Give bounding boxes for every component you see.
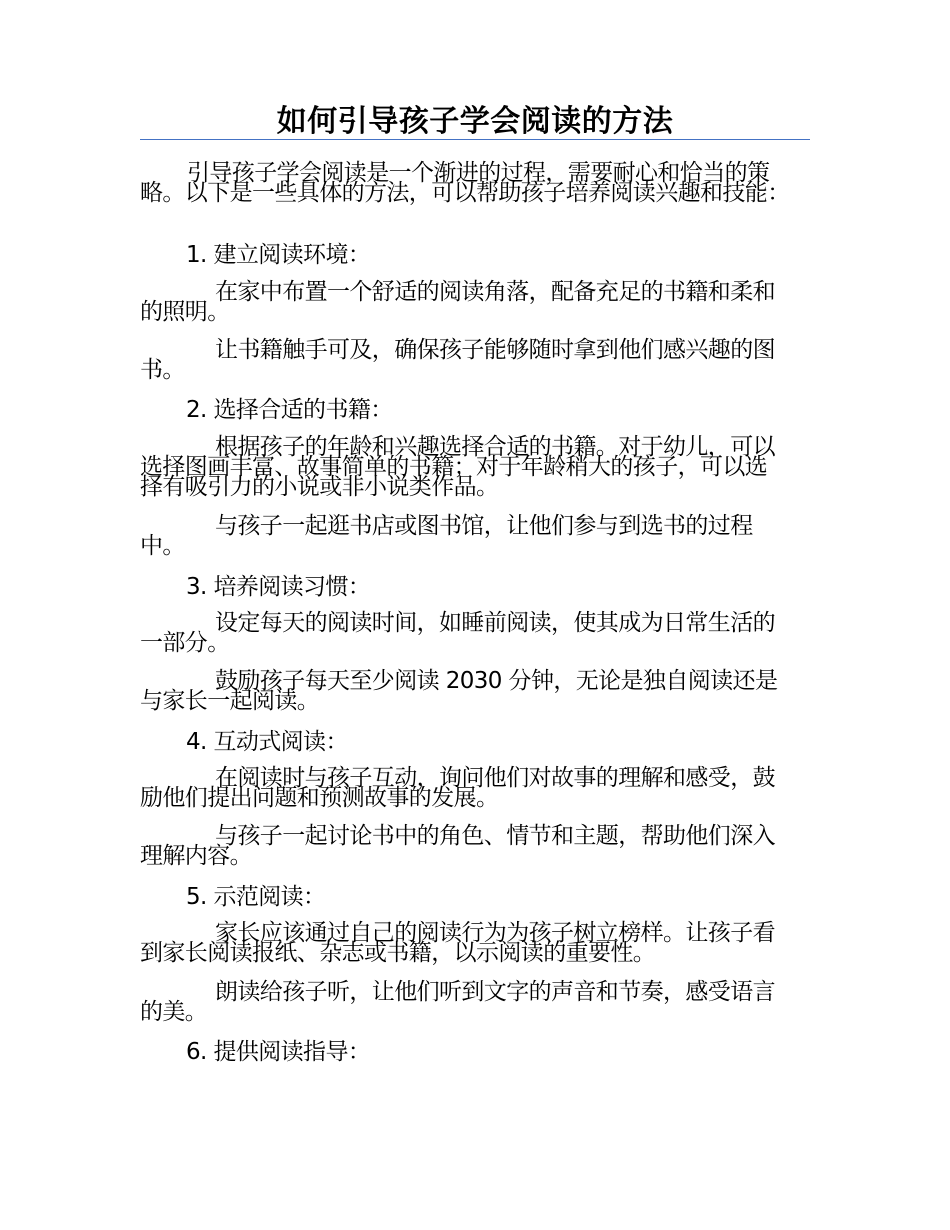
section-heading-4: 4. 互动式阅读：	[186, 729, 348, 755]
section-heading-3: 3. 培养阅读习惯：	[186, 574, 371, 600]
section-4-item-2: 与孩子一起讨论书中的角色、情节和主题，帮助他们深入理解内容。	[140, 823, 776, 869]
document-title: 如何引导孩子学会阅读的方法	[276, 104, 674, 139]
section-1-item-1: 在家中布置一个舒适的阅读角落，配备充足的书籍和柔和的照明。	[140, 279, 776, 325]
title-underline	[140, 139, 810, 140]
section-heading-1: 1. 建立阅读环境：	[186, 242, 371, 268]
section-3-item-1: 设定每天的阅读时间，如睡前阅读，使其成为日常生活的一部分。	[140, 610, 776, 656]
section-5-item-1: 家长应该通过自己的阅读行为为孩子树立榜样。让孩子看到家长阅读报纸、杂志或书籍，以示阅读的重要性。	[140, 920, 776, 966]
section-3-item-2: 鼓励孩子每天至少阅读 2030 分钟，无论是独自阅读还是与家长一起阅读。	[140, 668, 778, 714]
section-2-item-1: 根据孩子的年龄和兴趣选择合适的书籍。对于幼儿，可以选择图画丰富、故事简单的书籍；对于年龄稍大的孩子，可以选择有吸引力的小说或非小说类作品。	[140, 434, 776, 500]
section-heading-5: 5. 示范阅读：	[186, 884, 326, 910]
section-1-item-2: 让书籍触手可及，确保孩子能够随时拿到他们感兴趣的图书。	[140, 337, 776, 383]
section-5-item-2: 朗读给孩子听，让他们听到文字的声音和节奏，感受语言的美。	[140, 979, 776, 1025]
section-heading-2: 2. 选择合适的书籍：	[186, 397, 393, 423]
intro-paragraph: 引导孩子学会阅读是一个渐进的过程，需要耐心和恰当的策略。以下是一些具体的方法，可以帮助孩子培养阅读兴趣和技能：	[140, 160, 790, 206]
section-4-item-1: 在阅读时与孩子互动，询问他们对故事的理解和感受，鼓励他们提出问题和预测故事的发展。	[140, 765, 776, 811]
section-2-item-2: 与孩子一起逛书店或图书馆，让他们参与到选书的过程中。	[140, 513, 753, 559]
section-heading-6: 6. 提供阅读指导：	[186, 1039, 371, 1065]
